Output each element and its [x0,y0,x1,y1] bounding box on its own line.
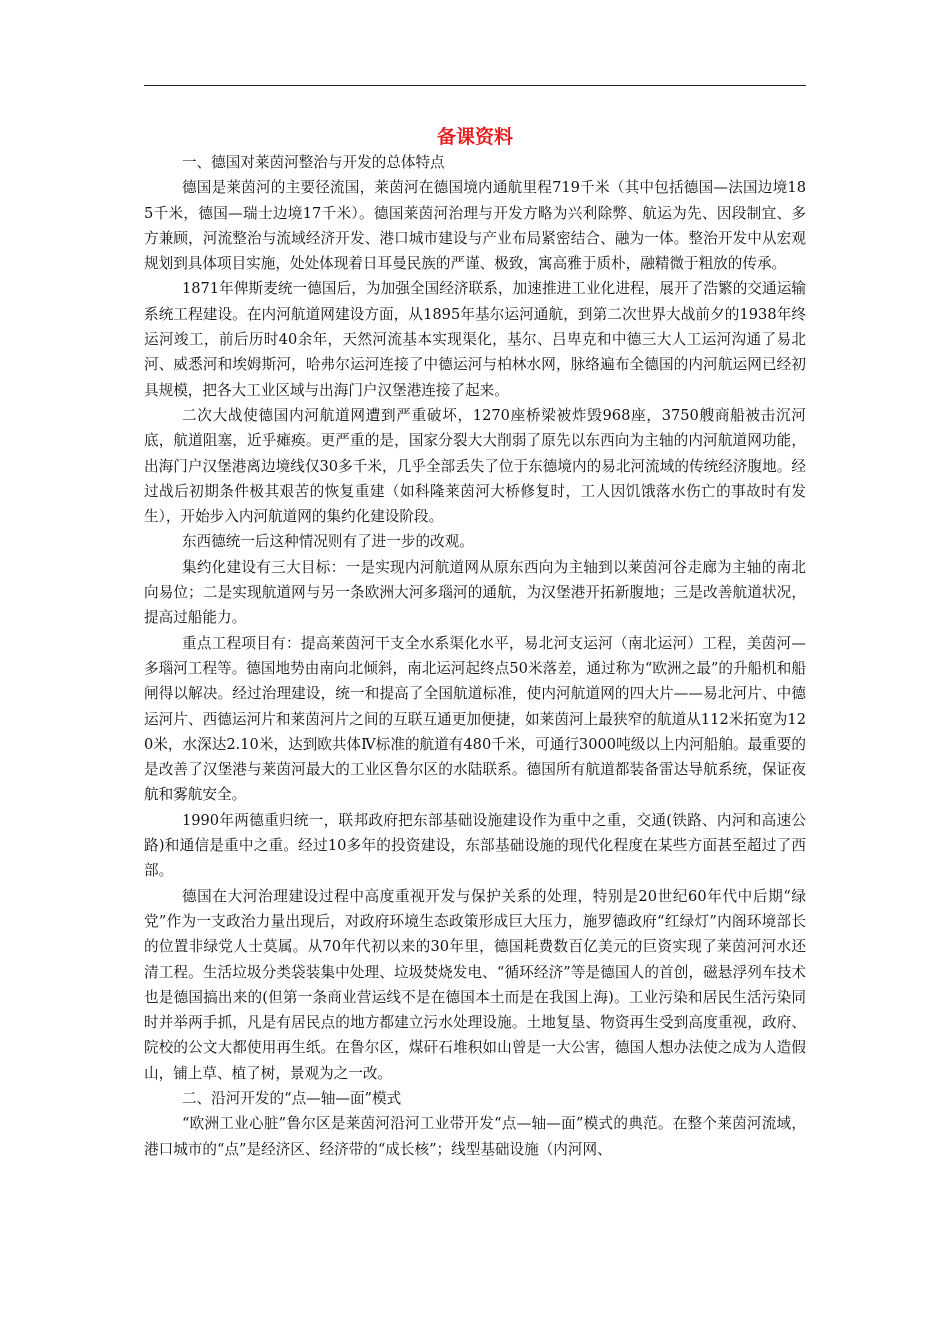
document-body [144,124,806,1162]
paragraph: 二次大战使德国内河航道网遭到严重破坏，1270座桥梁被炸毁968座，3750艘商船被击沉河底，航道阻塞，近乎瘫痪。更严重的是，国家分裂大大削弱了原先以东西向为主轴的内河航道网功能，出海门户汉堡港离边境线仅30多千米，几乎全部丢失了位于东德境内的易北河流域的传统经济腹地。经过战后初期条件极其艰苦的恢复重建（如科隆莱茵河大桥修复时，工人因饥饿落水伤亡的事故时有发生），开始步入内河航道网的集约化建设阶段。 [144,406,806,526]
paragraph: 集约化建设有三大目标：一是实现内河航道网从原东西向为主轴到以莱茵河谷走廊为主轴的南北向易位；二是实现航道网与另一条欧洲大河多瑙河的通航，为汉堡港开拓新腹地；三是改善航道状况，提高过船能力。 [144,558,806,627]
section-heading-2: 二、沿河开发的“点—轴—面”模式 [181,1089,402,1107]
paragraph: “欧洲工业心脏”鲁尔区是莱茵河沿河工业带开发“点—轴—面”模式的典范。在整个莱茵河流域，港口城市的“点”是经济区、经济带的“成长核”；线型基础设施（内河网、 [144,1115,806,1158]
section-heading-1: 一、德国对莱茵河整治与开发的总体特点 [181,154,445,171]
paragraph: 重点工程项目有：提高莱茵河干支全水系渠化水平，易北河支运河（南北运河）工程，美茵河—多瑙河工程等。德国地势由南向北倾斜，南北运河起终点50米落差，通过称为“欧洲之最”的升船机和船闸得以解决。经过治理建设，统一和提高了全国航道标准，使内河航道网的四大片——易北河片、中德运河片、西德运河片和莱茵河片之间的互联互通更加便捷，如莱茵河上最狭窄的航道从112米拓宽为120米，水深达2.10米，达到欧共体Ⅳ标准的航道有480千米，可通行3000吨级以上内河船舶。最重要的是改善了汉堡港与莱茵河最大的工业区鲁尔区的水陆联系。德国所有航道都装备雷达导航系统，保证夜航和雾航安全。 [144,634,806,804]
paragraph: 1990年两德重归统一，联邦政府把东部基础设施建设作为重中之重，交通(铁路、内河和高速公路)和通信是重中之重。经过10多年的投资建设，东部基础设施的现代化程度在某些方面甚至超过了西部。 [144,811,806,880]
paragraph: 1871年俾斯麦统一德国后，为加强全国经济联系，加速推进工业化进程，展开了浩繁的交通运输系统工程建设。在内河航道网建设方面，从1895年基尔运河通航，到第二次世界大战前夕的1938年终运河竣工，前后历时40余年，天然河流基本实现渠化，基尔、吕卑克和中德三大人工运河沟通了易北河、威悉河和埃姆斯河，哈弗尔运河连接了中德运河与柏林水网，脉络遍布全德国的内河航运网已经初具规模，把各大工业区域与出海门户汉堡港连接了起来。 [144,280,806,399]
header-rule [144,85,806,86]
paragraph: 东西德统一后这种情况则有了进一步的改观。 [181,533,474,551]
document-title: 备课资料 [436,126,513,148]
paragraph: 德国是莱茵河的主要径流国，莱茵河在德国境内通航里程719千米（其中包括德国—法国边境185千米，德国—瑞士边境17千米）。德国莱茵河治理与开发方略为兴利除弊、航运为先、因段制宜、多方兼顾，河流整治与流域经济开发、港口城市建设与产业布局紧密结合、融为一体。整治开发中从宏观规划到具体项目实施，处处体现着日耳曼民族的严谨、极致，寓高雅于质朴，融精微于粗放的传承。 [144,179,806,273]
paragraph: 德国在大河治理建设过程中高度重视开发与保护关系的处理，特别是20世纪60年代中后期“绿党”作为一支政治力量出现后，对政府环境生态政策形成巨大压力，施罗德政府“红绿灯”内阁环境部长的位置非绿党人士莫属。从70年代初以来的30年里，德国耗费数百亿美元的巨资实现了莱茵河河水还清工程。生活垃圾分类袋装集中处理、垃圾焚烧发电、“循环经济”等是德国人的首创，磁悬浮列车技术也是德国搞出来的(但第一条商业营运线不是在德国本土而是在我国上海)。工业污染和居民生活污染同时并举两手抓，凡是有居民点的地方都建立污水处理设施。土地复垦、物资再生受到高度重视，政府、院校的公文大都使用再生纸。在鲁尔区，煤矸石堆积如山曾是一大公害，德国人想办法使之成为人造假山，铺上草、植了树，景观为之一改。 [144,887,806,1082]
